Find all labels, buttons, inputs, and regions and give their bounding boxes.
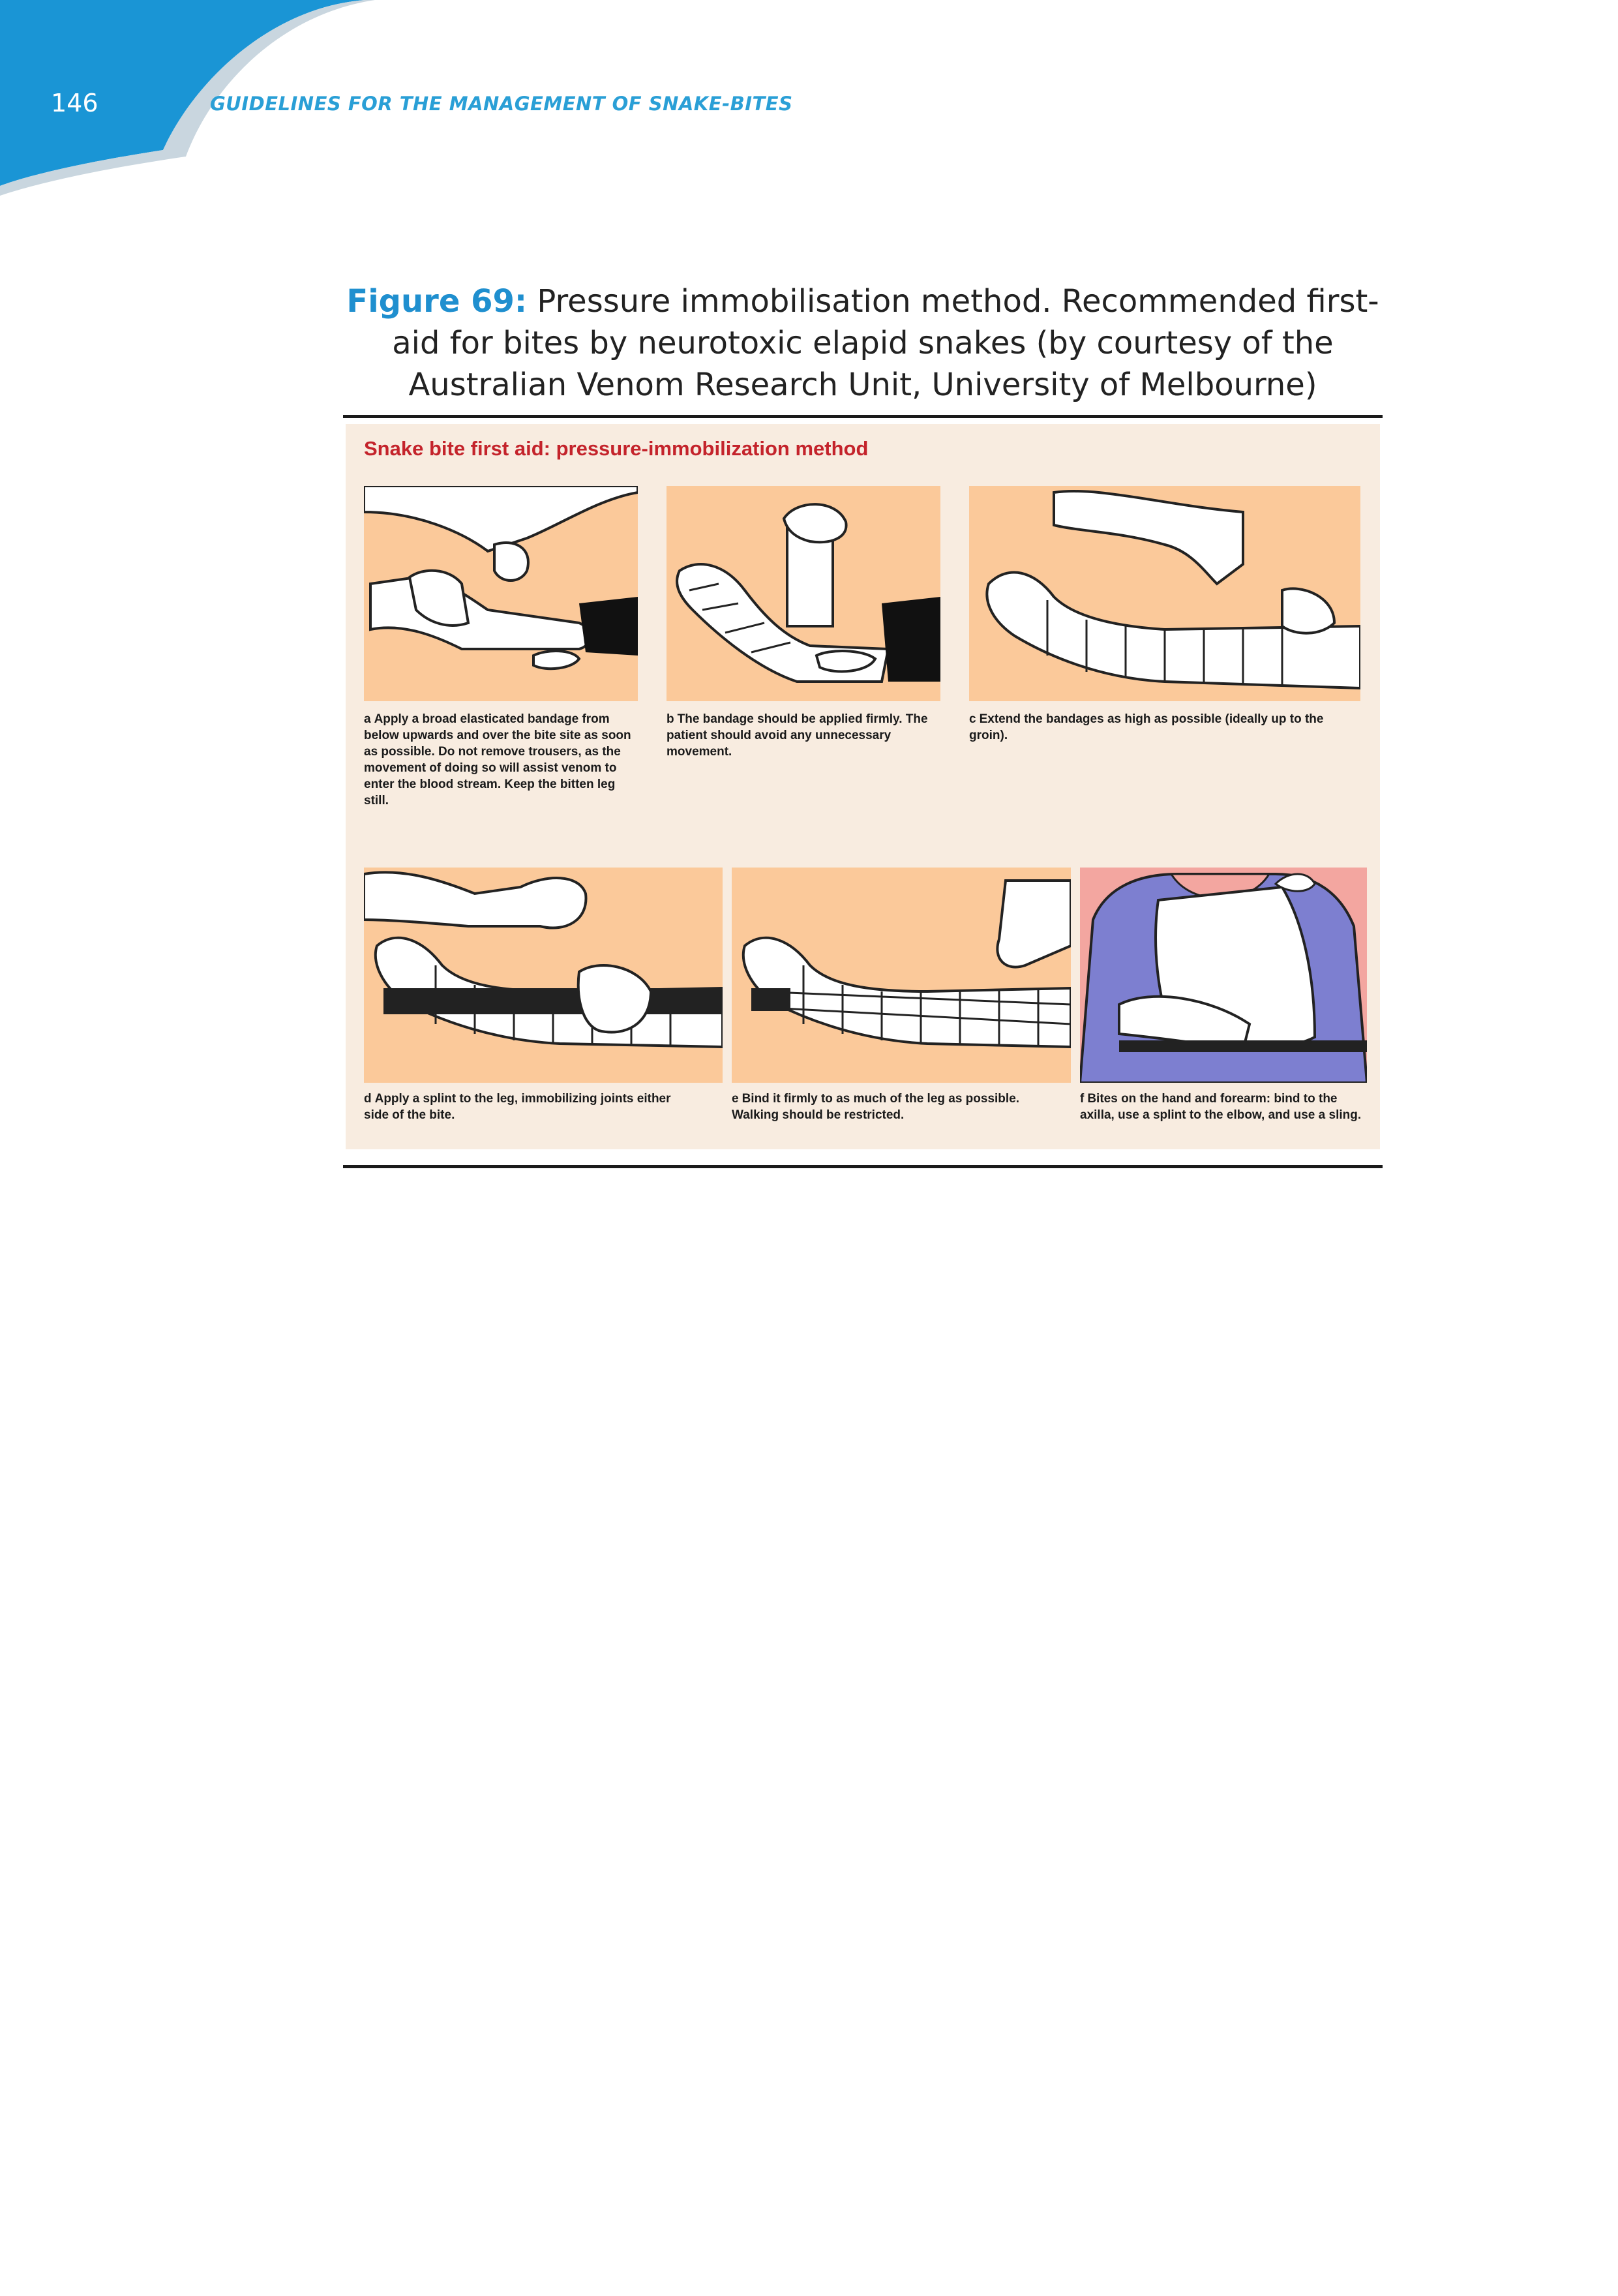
step-e-text: Bind it firmly to as much of the leg as possible. Walking should be restricted. (732, 1092, 1020, 1122)
step-f-illustration (1080, 868, 1367, 1083)
step-f-letter: f (1080, 1092, 1085, 1106)
step-a-caption (364, 711, 638, 809)
caption-rule-top (343, 415, 1383, 418)
step-b-illustration (667, 486, 940, 701)
step-d-illustration (364, 868, 723, 1083)
step-e-illustration (732, 868, 1071, 1083)
step-d-text: Apply a splint to the leg, immobilizing joints either side of the bite. (364, 1092, 671, 1122)
step-d-caption (364, 1091, 690, 1123)
step-c-caption (969, 711, 1334, 744)
step-a-text: Apply a broad elasticated bandage from below upwards and over the bite site as soon as possible. Do not remove trousers, as the movement of doing so will assist venom to enter the blood stream. Keep the bitten leg still. (364, 712, 631, 808)
step-c-illustration (969, 486, 1360, 701)
step-b-caption (667, 711, 953, 760)
step-e-caption (732, 1091, 1045, 1123)
step-f-text: Bites on the hand and forearm: bind to the axilla, use a splint to the elbow, and use a sling. (1080, 1092, 1362, 1122)
step-f-caption (1080, 1091, 1367, 1123)
figure-title: Snake bite first aid: pressure-immobilization method (364, 437, 869, 460)
step-d-letter: d (364, 1092, 372, 1106)
running-title: GUIDELINES FOR THE MANAGEMENT OF SNAKE-BITES (210, 93, 793, 115)
step-a-illustration (364, 486, 638, 701)
first-aid-figure (346, 424, 1380, 1149)
figure-caption (344, 280, 1381, 406)
caption-rule-bottom (343, 1165, 1383, 1168)
step-b-text: The bandage should be applied firmly. The patient should avoid any unnecessary movement. (667, 712, 928, 759)
figure-label: Figure 69: (346, 283, 528, 320)
page-number: 146 (51, 89, 98, 117)
step-b-letter: b (667, 712, 674, 726)
step-c-text: Extend the bandages as high as possible (ideally up to the groin). (969, 712, 1324, 742)
step-e-letter: e (732, 1092, 739, 1106)
figure-caption-text: Pressure immobilisation method. Recommended first-aid for bites by neurotoxic elapid snakes (by courtesy of the Australian Venom Research Unit, University of Melbourne) (392, 283, 1379, 403)
step-c-letter: c (969, 712, 976, 726)
step-a-letter: a (364, 712, 371, 726)
